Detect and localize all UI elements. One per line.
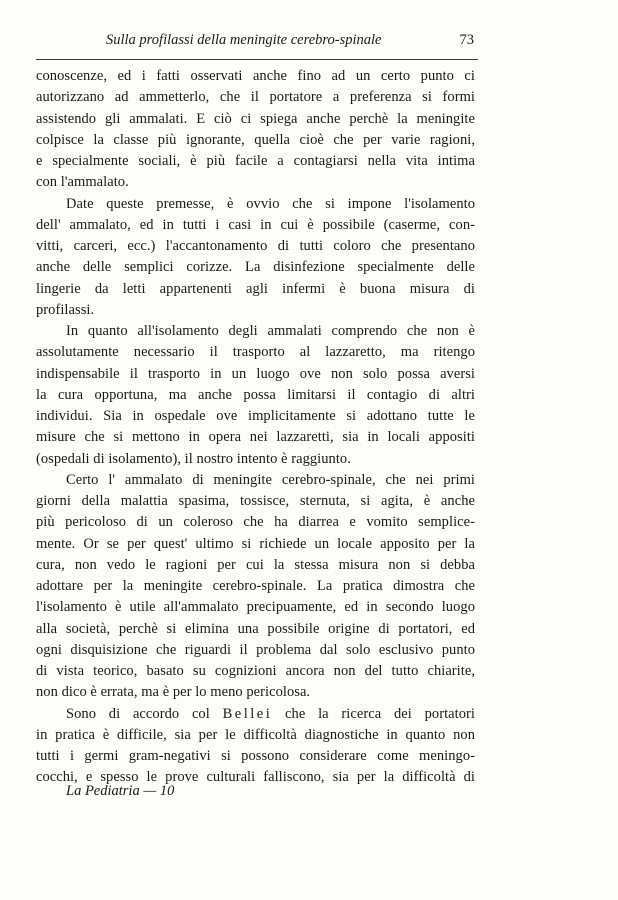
text-line: In quanto all'isolamento degli ammalati comprendo che non è xyxy=(66,323,475,339)
running-title: Sulla profilassi della meningite cerebro-spinale xyxy=(106,32,382,48)
paragraph-3 xyxy=(36,321,475,470)
text-line: cura, non vedo le ragioni per cui la stessa misura non si debba xyxy=(36,556,475,573)
text-line: colpisce la classe più ignorante, quella cioè che per varie ragioni, xyxy=(36,131,475,148)
text-line: la cura opportuna, ma anche possa limitarsi il contagio di altri xyxy=(36,386,475,403)
text-line: più pericoloso di un coleroso che ha diarrea e vomito semplice- xyxy=(36,514,475,531)
text-line: lingerie da letti appartenenti agli infermi è buona misura di xyxy=(36,280,475,297)
text-line: di vista teorico, basato su cognizioni ancora non del tutto chiarite, xyxy=(36,663,475,679)
text-line: giorni della malattia spasima, tossisce, sternuta, si agita, è anche xyxy=(36,493,475,509)
author-name: Bellei xyxy=(222,705,273,722)
paragraph-5 xyxy=(36,704,475,789)
page-number: 73 xyxy=(459,32,474,48)
text-line: assolutamente necessario il trasporto al lazzaretto, ma ritengo xyxy=(36,344,475,361)
text-line: autorizzano ad ammetterlo, che il portatore a preferenza si formi xyxy=(36,89,475,106)
text-line: adottare per la meningite cerebro-spinale. La pratica dimostra che xyxy=(36,578,475,594)
text-line: Certo l' ammalato di meningite cerebro-spinale, che nei primi xyxy=(66,471,475,488)
text-line: profilassi. xyxy=(36,301,95,318)
text-line: misure che si mettono in opera nei lazzaretti, sia in locali appositi xyxy=(36,429,475,446)
journal-footer: La Pediatria — 10 xyxy=(66,783,175,799)
line-text: Sono di accordo col xyxy=(66,705,210,722)
text-line: e specialmente sociali, è più facile a contagiarsi nella vita intima xyxy=(36,153,475,169)
paragraph-2 xyxy=(36,194,475,322)
text-line: anche delle semplici corizze. La disinfezione specialmente delle xyxy=(36,259,475,276)
text-line: (ospedali di isolamento), il nostro intento è raggiunto. xyxy=(36,450,351,467)
text-line: conoscenze, ed i fatti osservati anche fino ad un certo punto ci xyxy=(36,68,475,84)
text-line: assistendo gli ammalati. E ciò ci spiega anche perchè la meningite xyxy=(36,110,475,127)
text-line: indispensabile il trasporto in un luogo ove non solo possa aversi xyxy=(36,365,475,382)
text-line: in pratica è difficile, sia per le difficoltà diagnostiche in quanto non xyxy=(36,726,475,743)
header-rule xyxy=(36,59,478,60)
text-line: ogni disquisizione che riguardi il problema dal solo esclusivo punto xyxy=(36,641,475,658)
line-text: che la ricerca dei portatori xyxy=(285,705,475,722)
text-line: con l'ammalato. xyxy=(36,174,129,191)
text-line: mente. Or se per quest' ultimo si richiede un locale apposito per la xyxy=(36,535,475,552)
text-line: l'isolamento è utile all'ammalato precipuamente, ed in secondo luogo xyxy=(36,599,475,616)
running-head xyxy=(36,30,478,52)
text-line: Date queste premesse, è ovvio che si impone l'isolamento xyxy=(66,195,475,212)
text-line: alla società, perchè si elimina una possibile origine di portatori, ed xyxy=(36,620,475,637)
paragraph-4 xyxy=(36,470,475,704)
body-text xyxy=(36,66,475,789)
text-line: cocchi, e spesso le prove culturali falliscono, sia per la difficoltà di xyxy=(36,769,475,786)
text-line: dell' ammalato, ed in tutti i casi in cui è possibile (caserme, con- xyxy=(36,216,475,233)
text-line: vitti, carceri, ecc.) l'accantonamento di tutti coloro che presentano xyxy=(36,238,475,254)
text-line: non dico è errata, ma è per lo meno pericolosa. xyxy=(36,684,311,701)
text-line: individui. Sia in ospedale ove implicitamente si adottano tutte le xyxy=(36,408,475,424)
text-line: tutti i germi gram-negativi si possono considerare come meningo- xyxy=(36,748,475,764)
paragraph-1 xyxy=(36,66,475,194)
text-line xyxy=(36,704,475,725)
